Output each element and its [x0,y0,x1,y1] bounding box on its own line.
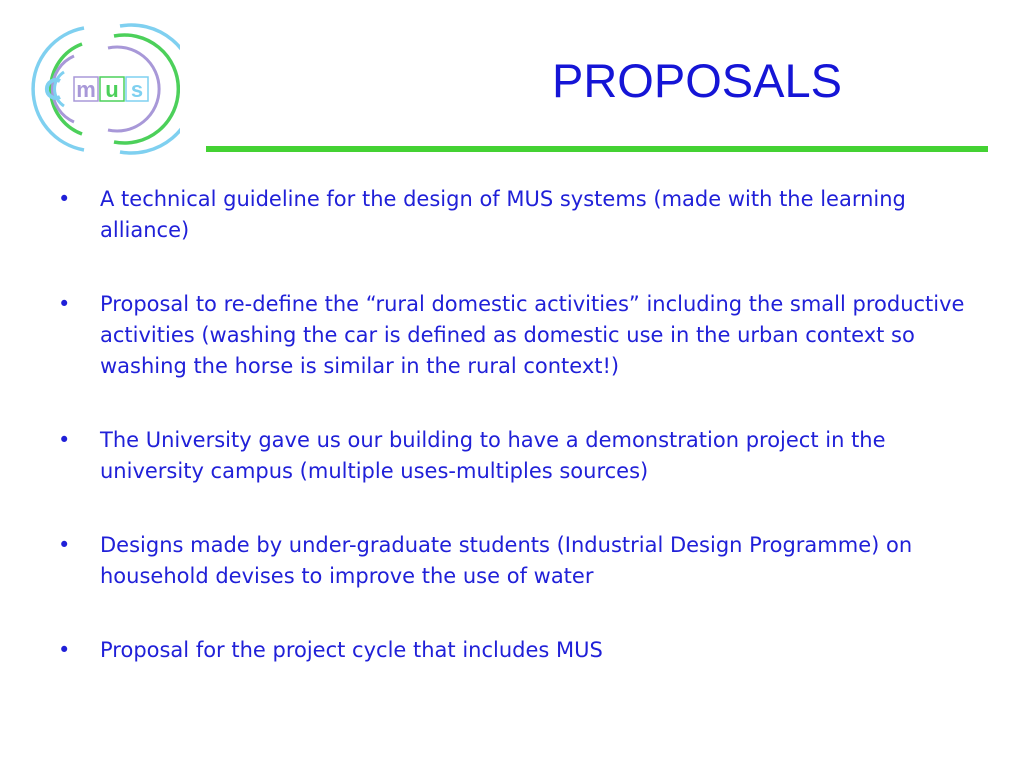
svg-text:u: u [105,77,119,102]
cmus-logo-graphic [24,20,180,158]
svg-text:s: s [130,77,144,102]
bullet-item-1 [58,184,968,246]
bullet-text: Designs made by under-graduate students (Industrial Design Programme) on household devises to improve the use of water [100,533,913,588]
bullet-marker: • [58,428,71,452]
bullet-marker: • [58,638,71,662]
bullet-item-5 [58,635,968,666]
slide-title: PROPOSALS [552,54,842,107]
title-underline-rule [206,146,988,152]
bullet-item-2 [58,289,968,382]
bullet-text: The University gave us our building to have a demonstration project in the university campus (multiple uses-multiples sources) [100,428,886,483]
bullet-text: Proposal to re-define the “rural domestic activities” including the small productive activities (washing the car is defined as domestic use in the urban context so washing the horse is similar in the rural context!) [100,292,965,378]
bullet-text: Proposal for the project cycle that includes MUS [100,638,603,662]
bullet-marker: • [58,533,71,557]
cmus-logo [24,20,180,158]
bullet-item-4 [58,530,968,592]
bullet-marker: • [58,292,71,316]
svg-text:m: m [76,77,96,102]
bullet-marker: • [58,187,71,211]
bullet-item-3 [58,425,968,487]
bullet-text: A technical guideline for the design of MUS systems (made with the learning alliance) [100,187,906,242]
bullet-list [58,184,968,709]
